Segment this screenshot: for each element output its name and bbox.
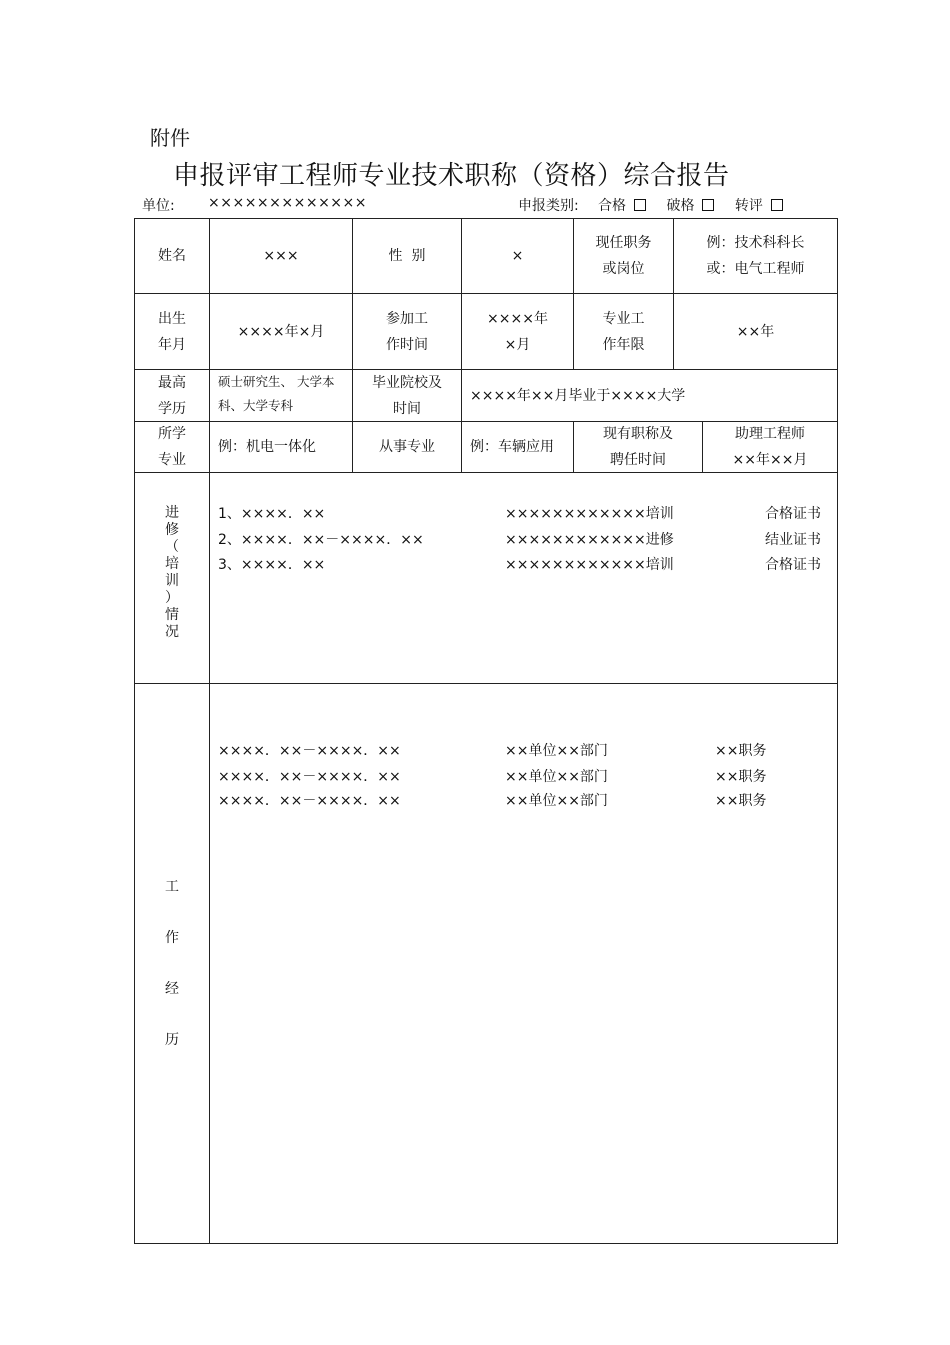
work-dept[interactable]: ××单位××部门 bbox=[505, 743, 608, 759]
work-years-value[interactable]: ××年 bbox=[736, 323, 775, 340]
work-period[interactable]: ××××．××－××××．×× bbox=[218, 743, 401, 759]
major-label: 所学 专业 bbox=[158, 426, 186, 468]
school-value[interactable]: ××××年××月毕业于××××大学 bbox=[470, 387, 686, 404]
table-border bbox=[134, 683, 838, 684]
work-start-value[interactable]: ××××年 ×月 bbox=[487, 310, 548, 353]
name-value[interactable]: ××× bbox=[263, 248, 299, 264]
engaged-major-value[interactable]: 例：车辆应用 bbox=[470, 439, 554, 455]
position-value[interactable]: 例：技术科科长 或：电气工程师 bbox=[706, 235, 805, 277]
training-cert[interactable]: 合格证书 bbox=[765, 506, 821, 522]
position-label: 现任职务 或岗位 bbox=[595, 235, 652, 277]
work-history-label: 工 作 经 历 bbox=[165, 879, 179, 1048]
apply-type-label: 申报类别: bbox=[518, 198, 579, 214]
work-period[interactable]: ××××．××－××××．×× bbox=[218, 769, 401, 785]
training-desc[interactable]: ××××××××××××培训 bbox=[505, 506, 674, 522]
type-option-transfer[interactable]: 转评 bbox=[735, 195, 783, 215]
checkbox-icon[interactable] bbox=[702, 199, 714, 211]
type-option-qualified[interactable]: 合格 bbox=[598, 195, 646, 215]
training-desc[interactable]: ××××××××××××培训 bbox=[505, 557, 674, 573]
checkbox-icon[interactable] bbox=[771, 199, 783, 211]
attachment-label: 附件 bbox=[150, 126, 190, 150]
document-title: 申报评审工程师专业技术职称（资格）综合报告 bbox=[173, 161, 730, 191]
current-title-label: 现有职称及 聘任时间 bbox=[603, 426, 673, 468]
work-dept[interactable]: ××单位××部门 bbox=[505, 793, 608, 809]
training-period[interactable]: 3、××××．×× bbox=[218, 557, 326, 573]
education-value[interactable]: 硕士研究生、 大学本 科、大学专科 bbox=[218, 374, 335, 413]
education-label: 最高 学历 bbox=[158, 374, 186, 417]
table-border bbox=[134, 1243, 838, 1244]
gender-value[interactable]: × bbox=[511, 248, 524, 264]
name-label: 姓名 bbox=[158, 248, 186, 264]
work-duty[interactable]: ××职务 bbox=[715, 743, 767, 759]
work-dept[interactable]: ××单位××部门 bbox=[505, 769, 608, 785]
work-duty[interactable]: ××职务 bbox=[715, 769, 767, 785]
training-period[interactable]: 1、××××．×× bbox=[218, 506, 326, 522]
school-label: 毕业院校及 时间 bbox=[372, 374, 442, 417]
checkbox-icon[interactable] bbox=[634, 199, 646, 211]
birth-label: 出生 年月 bbox=[158, 310, 186, 353]
work-years-label: 专业工 作年限 bbox=[602, 310, 645, 353]
gender-label: 性 别 bbox=[388, 248, 426, 264]
training-cert[interactable]: 合格证书 bbox=[765, 557, 821, 573]
apply-type-options bbox=[598, 195, 799, 215]
unit-value: ××××××××××××× bbox=[208, 195, 367, 211]
unit-label: 单位: bbox=[142, 198, 175, 214]
birth-value[interactable]: ××××年×月 bbox=[237, 323, 325, 340]
engaged-major-label: 从事专业 bbox=[379, 439, 435, 455]
training-cert[interactable]: 结业证书 bbox=[765, 532, 821, 548]
type-option-exceptional[interactable]: 破格 bbox=[666, 195, 714, 215]
work-duty[interactable]: ××职务 bbox=[715, 793, 767, 809]
table-border bbox=[837, 218, 838, 1244]
major-value[interactable]: 例：机电一体化 bbox=[218, 439, 316, 455]
training-period[interactable]: 2、××××．××－××××．×× bbox=[218, 532, 424, 548]
current-title-value[interactable]: 助理工程师 ××年××月 bbox=[732, 426, 808, 468]
work-start-label: 参加工 作时间 bbox=[386, 310, 428, 353]
work-period[interactable]: ××××．××－××××．×× bbox=[218, 793, 401, 809]
training-desc[interactable]: ××××××××××××进修 bbox=[505, 532, 674, 548]
training-label: 进 修 （ 培 训 ） 情 况 bbox=[165, 505, 179, 640]
